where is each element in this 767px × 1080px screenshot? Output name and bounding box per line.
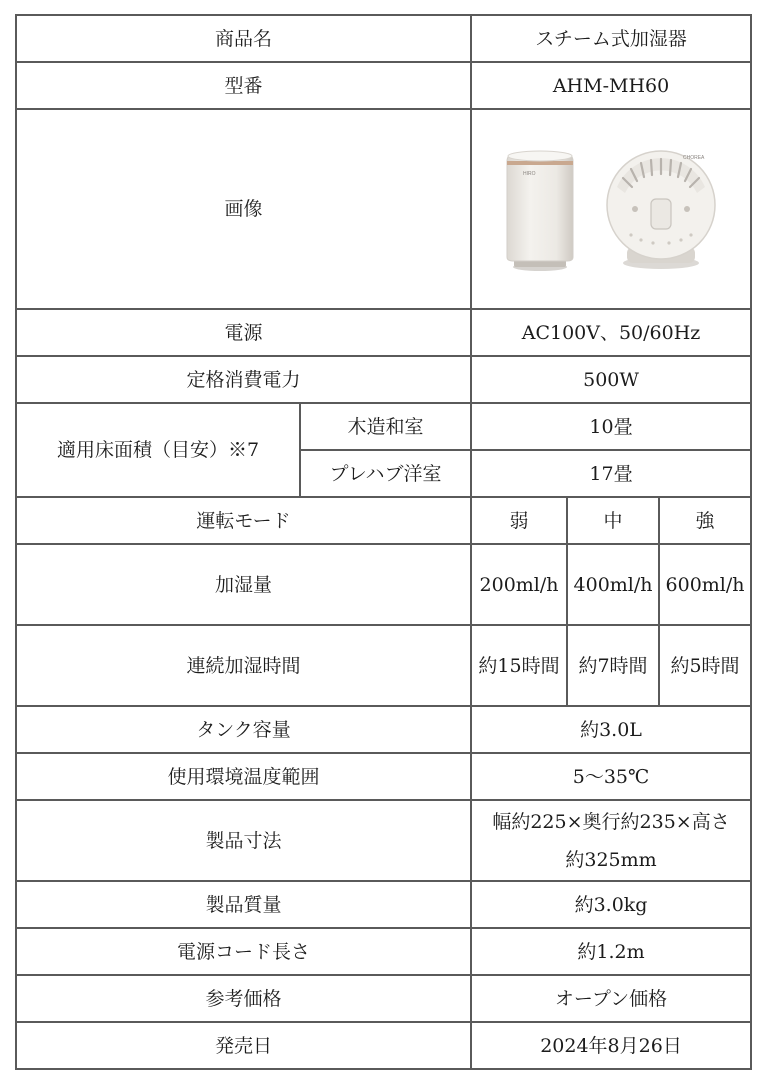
label-dimensions: 製品寸法 <box>16 800 471 881</box>
spec-table <box>15 14 752 1070</box>
value-image <box>471 109 751 309</box>
humid-weak: 200ml/h <box>471 544 567 625</box>
humid-strong: 600ml/h <box>659 544 751 625</box>
row-product-name <box>16 15 751 62</box>
mode-strong: 強 <box>659 497 751 544</box>
row-weight <box>16 881 751 928</box>
mode-mid: 中 <box>567 497 659 544</box>
time-weak: 約15時間 <box>471 625 567 706</box>
top-logo-text: CHOREA <box>683 155 705 161</box>
row-tank <box>16 706 751 753</box>
label-prefab-room: プレハブ洋室 <box>300 450 471 497</box>
label-wood-room: 木造和室 <box>300 403 471 450</box>
label-temperature: 使用環境温度範囲 <box>16 753 471 800</box>
value-tank: 約3.0L <box>471 706 751 753</box>
label-tank: タンク容量 <box>16 706 471 753</box>
value-power: AC100V、50/60Hz <box>471 309 751 356</box>
label-image: 画像 <box>16 109 471 309</box>
row-power <box>16 309 751 356</box>
value-price: オープン価格 <box>471 975 751 1022</box>
row-dimensions <box>16 800 751 881</box>
time-strong: 約5時間 <box>659 625 751 706</box>
label-model: 型番 <box>16 62 471 109</box>
time-mid: 約7時間 <box>567 625 659 706</box>
front-logo-text: HIRO <box>523 171 536 177</box>
label-humidification: 加湿量 <box>16 544 471 625</box>
value-temperature: 5〜35℃ <box>471 753 751 800</box>
label-product-name: 商品名 <box>16 15 471 62</box>
row-release <box>16 1022 751 1069</box>
value-cord: 約1.2m <box>471 928 751 975</box>
label-cord: 電源コード長さ <box>16 928 471 975</box>
humidifier-top-image <box>601 147 721 271</box>
row-temperature <box>16 753 751 800</box>
row-price <box>16 975 751 1022</box>
row-model <box>16 62 751 109</box>
row-floor-wood <box>16 403 751 450</box>
row-consumption <box>16 356 751 403</box>
value-model: AHM-MH60 <box>471 62 751 109</box>
row-continuous-time <box>16 625 751 706</box>
value-wood-room: 10畳 <box>471 403 751 450</box>
label-continuous-time: 連続加湿時間 <box>16 625 471 706</box>
row-mode <box>16 497 751 544</box>
label-power: 電源 <box>16 309 471 356</box>
value-prefab-room: 17畳 <box>471 450 751 497</box>
value-consumption: 500W <box>471 356 751 403</box>
row-image <box>16 109 751 309</box>
label-mode: 運転モード <box>16 497 471 544</box>
label-price: 参考価格 <box>16 975 471 1022</box>
row-cord <box>16 928 751 975</box>
humidifier-front-image <box>501 145 579 273</box>
value-dimensions: 幅約225×奥行約235×高さ約325mm <box>471 800 751 881</box>
humid-mid: 400ml/h <box>567 544 659 625</box>
label-floor-area: 適用床面積（目安）※7 <box>16 403 300 497</box>
mode-weak: 弱 <box>471 497 567 544</box>
value-release: 2024年8月26日 <box>471 1022 751 1069</box>
row-humidification <box>16 544 751 625</box>
value-product-name: スチーム式加湿器 <box>471 15 751 62</box>
label-consumption: 定格消費電力 <box>16 356 471 403</box>
label-release: 発売日 <box>16 1022 471 1069</box>
value-weight: 約3.0kg <box>471 881 751 928</box>
label-weight: 製品質量 <box>16 881 471 928</box>
